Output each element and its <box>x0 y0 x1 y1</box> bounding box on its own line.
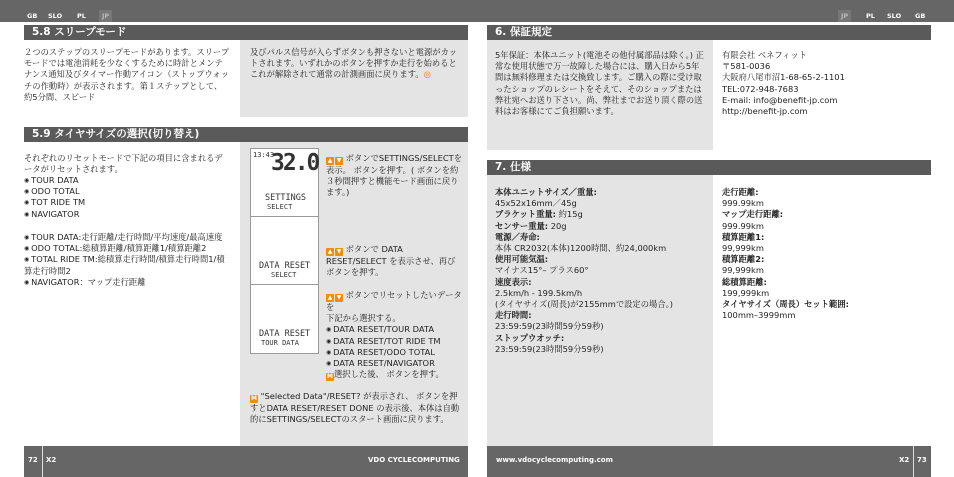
step-2 <box>326 244 462 278</box>
spec-value: 23:59:59(23時間59分59秒) <box>495 321 604 332</box>
lcd-clock: 13:43 <box>253 151 275 159</box>
reset-note-text: "Selected Data"/RESET? が表示され、 ボタンを押すとDATA RESET/RESET DONE の表示後、本体は自動的にSETTINGS/SELECTのスタート画面に戻ります。 <box>250 391 460 425</box>
lcd-line2: SELECT <box>271 271 297 279</box>
lcd-speed: 32.0 <box>271 150 319 176</box>
spec-value: 199,999km <box>722 287 770 298</box>
list-item: ◉ DATA RESET/TOT RIDE TM <box>326 336 462 347</box>
list-item: ◉ TOT RIDE TM <box>24 197 230 208</box>
step-2-text: ボタンで DATA RESET/SELECT を表示させ、再び ボタンを押す。 <box>326 244 456 278</box>
footer-model-right: X2 <box>899 456 910 464</box>
step-3-text-b: 下記から選択する。 <box>326 313 401 324</box>
mode-button-icon: M <box>251 395 257 402</box>
spec-label: 走行時間: <box>495 310 532 321</box>
spec-right <box>722 187 927 321</box>
spec-value: 45x52x16mm／45g <box>495 198 577 209</box>
lang-tab-gb[interactable]: GB <box>27 12 38 20</box>
list-item: ◉ TOTAL RIDE TM:総積算走行時間/積算走行時間1/積算走行時間2 <box>24 254 230 276</box>
reset-list-1 <box>24 175 230 220</box>
spec-value: 2.5km/h - 199.5km/h <box>495 287 583 298</box>
section-7-title: 7. 仕様 <box>487 160 931 175</box>
spec-value: 99,999km <box>722 265 764 276</box>
section-5-8-title: 5.8 スリープモード <box>24 25 468 40</box>
lang-tab-jp[interactable]: JP <box>99 10 112 22</box>
list-item: ◉ DATA RESET/ODO TOTAL <box>326 347 462 358</box>
spec-label: ストップウオッチ: <box>495 332 565 343</box>
step-3-text-c: 選択した後、 ボタンを押す。 <box>334 369 444 380</box>
step-1-text: ボタンでSETTINGS/SELECTを表示。 ボタンを押す。( ボタンを約３秒間押すと機能モード画面に戻ります。) <box>326 153 463 198</box>
list-item: ◉ ODO TOTAL:総積算距離/積算距離1/積算距離2 <box>24 243 230 254</box>
section-5-8-col2-text: 及びパルス信号が入らずボタンも押さないと電源がカットされます。いずれかのボタンを押すか走行を始めるとこれが解除されて通常の計測画面に戻ります。 <box>250 47 458 80</box>
lcd-line2: SELECT <box>267 203 293 211</box>
company-postcode: 〒581-0036 <box>722 61 771 72</box>
footer-divider <box>42 446 43 477</box>
up-button-icon: ▲ <box>327 157 333 164</box>
reset-list-2 <box>24 232 230 288</box>
lcd-settings-select <box>250 148 319 218</box>
section-5-9-intro: それぞれのリセットモードで下記の項目に含まれるデータがリセットされます。 <box>24 153 223 175</box>
company-url[interactable]: http://benefit-jp.com <box>722 106 808 117</box>
company-name: 有限会社 ベネフィット <box>722 50 807 60</box>
spec-value: 999.99km <box>722 220 764 231</box>
spec-value: 約15g <box>555 209 583 220</box>
spec-label: 積算距離1: <box>722 231 765 242</box>
lang-tab-jp-right[interactable]: JP <box>838 10 851 22</box>
lcd-line2: TOUR DATA <box>261 339 299 347</box>
page-number-right: 73 <box>917 456 927 464</box>
down-button-icon: ▼ <box>336 294 342 301</box>
warranty-text: 5年保証：本体ユニット(電池その他付属部品は除く。) 正常な使用状態で万一故障した場合には、購入日から5年間は無料修理または交換致します。ご購入の際に受け取ったショップのレシートをそえて、そのショップまたは弊社宛へお送り下さい。尚、弊社までお送り頂く際の送料はお客様にてご負担願います。 <box>495 50 704 117</box>
footer-divider <box>913 446 914 477</box>
page-number-left: 72 <box>28 456 38 464</box>
spec-value: 999.99km <box>722 198 764 209</box>
list-item: ◉ NAVIGATOR <box>24 209 230 220</box>
spec-label: 積算距離2: <box>722 254 765 265</box>
lang-tab-gb-right[interactable]: GB <box>915 12 926 20</box>
spec-left <box>495 187 707 355</box>
footer-url[interactable]: www.vdocyclecomputing.com <box>496 456 613 464</box>
company-email[interactable]: E-mail: info@benefit-jp.com <box>722 94 838 105</box>
lang-tab-slo[interactable]: SLO <box>48 12 63 20</box>
reset-note <box>250 391 462 425</box>
spec-value: (タイヤサイズ(周長)が2155mmで設定の場合。) <box>495 299 673 310</box>
end-marker-icon: ◎ <box>423 69 431 80</box>
spec-label: 総積算距離: <box>722 276 767 287</box>
spec-label: マップ走行距離: <box>722 209 784 220</box>
spec-label: センサー重量: <box>495 220 549 231</box>
spec-value: マイナス15°– プラス60° <box>495 265 589 276</box>
section-5-8-col2 <box>250 47 462 81</box>
lcd-line1: SETTINGS <box>265 193 306 203</box>
list-item: ◉ DATA RESET/TOUR DATA <box>326 324 462 335</box>
lang-tab-pl-right[interactable]: PL <box>866 12 875 20</box>
list-item: ◉ ODO TOTAL <box>24 186 230 197</box>
header-bar-left <box>0 0 477 22</box>
header-bar-right <box>477 0 954 22</box>
spec-label: 電源／寿命: <box>495 231 540 242</box>
list-item: ◉ NAVIGATOR：マップ走行距離 <box>24 277 230 288</box>
spec-label: タイヤサイズ（周長）セット範囲: <box>722 299 849 310</box>
spec-value: 100mm–3999mm <box>722 310 796 321</box>
spec-label: ブラケット重量: <box>495 209 556 220</box>
lcd-line1: DATA RESET <box>259 329 311 339</box>
spec-label: 走行距離: <box>722 187 759 197</box>
up-button-icon: ▲ <box>327 294 333 301</box>
company-info <box>722 50 927 117</box>
footer-brand: VDO CYCLECOMPUTING <box>368 456 460 464</box>
section-6-title: 6. 保証規定 <box>487 25 931 40</box>
company-address: 大阪府八尾市沼1-68-65-2-1101 <box>722 72 845 83</box>
spec-value: 20g <box>548 220 567 231</box>
list-item: ◉ DATA RESET/NAVIGATOR <box>326 358 462 369</box>
spec-value: 23:59:59(23時間59分59秒) <box>495 343 604 354</box>
list-item: ◉ TOUR DATA:走行距離/走行時間/平均速度/最高速度 <box>24 232 230 243</box>
company-tel: TEL:072-948-7683 <box>722 83 799 94</box>
down-button-icon: ▼ <box>336 248 342 255</box>
spec-value: 99,999km <box>722 243 764 254</box>
lcd-data-reset-tour <box>250 284 319 354</box>
mode-button-icon: M <box>327 373 333 381</box>
spec-label: 使用可能気温: <box>495 254 549 265</box>
section-5-8-col1: ２つのステップのスリープモードがあります。スリープモードでは電池消耗を少なくするために時計とメンテナンス通知及びタイマー作動アイコン（ストップウォッチの作動時）が表示されます。第１ステップとして、約5分間、スピード <box>24 47 230 102</box>
step-1 <box>326 153 462 199</box>
spec-label: 速度表示: <box>495 276 532 287</box>
lang-tab-slo-right[interactable]: SLO <box>887 12 902 20</box>
list-item: ◉ TOUR DATA <box>24 175 230 186</box>
lcd-line1: DATA RESET <box>259 261 311 271</box>
up-button-icon: ▲ <box>327 248 333 255</box>
spec-value: 本体 CR2032(本体)1200時間、約24,000km <box>495 243 667 254</box>
step-3-text-a: ボタンでリセットしたいデータを <box>326 290 462 312</box>
step-3 <box>326 290 462 381</box>
footer-model-left: X2 <box>46 456 57 464</box>
spec-label: 本体ユニットサイズ／重量: <box>495 187 597 197</box>
lang-tab-pl[interactable]: PL <box>77 12 86 20</box>
lcd-data-reset-select <box>250 216 319 286</box>
section-5-9-title: 5.9 タイヤサイズの選択(切り替え) <box>24 127 468 142</box>
down-button-icon: ▼ <box>336 157 342 164</box>
